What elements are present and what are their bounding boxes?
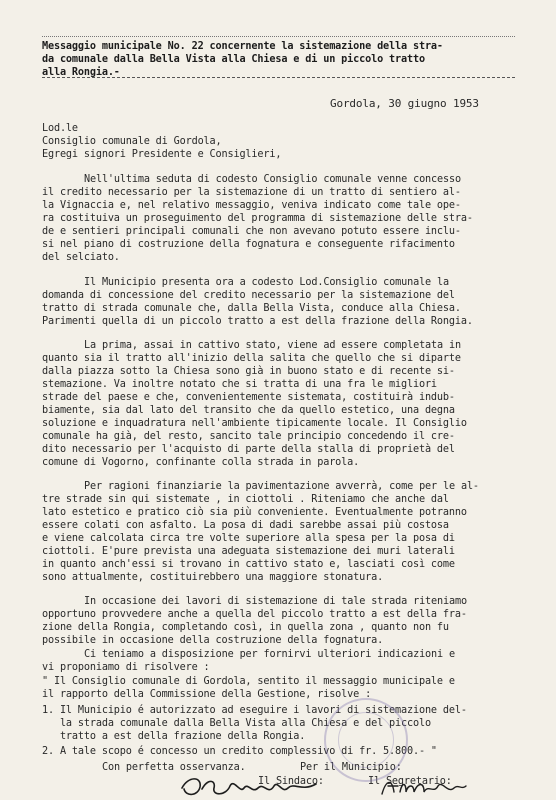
paragraph-4-line-8: sono attualmente, costituirebbero una maggiore stonatura. <box>42 572 384 583</box>
closing: Con perfetta osservanza. <box>102 762 246 773</box>
paragraph-2-line-1: Il Municipio presenta ora a codesto Lod.Consiglio comunale la <box>84 277 449 288</box>
title-line-2: da comunale dalla Bella Vista alla Chiesa e di un piccolo tratto <box>42 54 425 65</box>
mayor-signature <box>178 774 328 800</box>
secretary-label: Il Segretario: <box>368 776 452 787</box>
paragraph-5-line-4: possibile in occasione della costruzione della fognatura. <box>42 635 384 646</box>
paragraph-5-line-1: In occasione dei lavori di sistemazione di tale strada riteniamo <box>84 596 467 607</box>
paragraph-4-line-3: lato estetico e pratico ciò sia più conveniente. Eventualmente potranno <box>42 507 467 518</box>
for-municipio-label: Per il Municipio: <box>300 762 402 773</box>
paragraph-1-line-5: de e sentieri principali comunali che non avevano potuto essere inclu- <box>42 226 461 237</box>
place-date: Gordola, 30 giugno 1953 <box>330 97 479 110</box>
secretary-signature <box>378 776 468 798</box>
paragraph-3-line-9: dito necessario per l'acquisto di parte della stalla di proprietà del <box>42 444 455 455</box>
paragraph-3-line-6: biamente, sia dal lato del transito che da quello estetico, una degna <box>42 405 455 416</box>
paragraph-4-line-4: essere colati con asfalto. La posa di dadi sarebbe assai più costosa <box>42 520 449 531</box>
paragraph-2-line-2: domanda di concessione del credito necessario per la sistemazione del <box>42 290 455 301</box>
paragraph-4-line-2: tre strade sin qui sistemate , in ciottoli . Riteniamo che anche dal <box>42 494 449 505</box>
resolution-item-1-line-1: 1. Il Municipio é autorizzato ad eseguire i lavori di sistemazione del- <box>42 705 467 716</box>
resolution-item-1-line-2: la strada comunale dalla Bella Vista alla Chiesa e del piccolo <box>42 718 431 729</box>
salutation-2: Consiglio comunale di Gordola, <box>42 136 222 147</box>
municipal-stamp <box>324 698 408 782</box>
paragraph-4-line-7: in quanto anch'essi si trovano in cattivo stato e, lasciati così come <box>42 559 455 570</box>
title-line-1: Messaggio municipale No. 22 concernente la sistemazione della stra- <box>42 41 443 52</box>
paragraph-1-line-7: del selciato. <box>42 252 120 263</box>
paragraph-4-line-1: Per ragioni finanziarie la pavimentazione avverrà, come per le al- <box>84 481 479 492</box>
paragraph-5-line-2: opportuno provvedere anche a quella del piccolo tratto a est della fra- <box>42 609 467 620</box>
paragraph-3-line-2: quanto sia il tratto all'inizio della salita che quello che si diparte <box>42 353 461 364</box>
paragraph-3-line-8: comunale ha già, del resto, sancito tale principio concedendo il cre- <box>42 431 455 442</box>
title-line-3: alla Rongia.- <box>42 67 120 78</box>
resolution-line-1: " Il Consiglio comunale di Gordola, sentito il messaggio municipale e <box>42 676 455 687</box>
paragraph-3-line-3: dalla piazza sotto la Chiesa sono già in buono stato e di recente si- <box>42 366 455 377</box>
paragraph-3-line-4: stemazione. Va inoltre notato che si tratta di una fra le migliori <box>42 379 437 390</box>
paragraph-3-line-7: soluzione e inquadratura nell'ambiente tipicamente locale. Il Consiglio <box>42 418 467 429</box>
paragraph-3-line-10: comune di Vogorno, confinante colla strada in parola. <box>42 457 360 468</box>
paragraph-3-line-5: strade del paese e che, convenientemente sistemata, costituirà indub- <box>42 392 455 403</box>
top-rule <box>42 36 515 37</box>
paragraph-2-line-4: Parimenti quella di un piccolo tratto a est della frazione della Rongia. <box>42 316 473 327</box>
mayor-label: Il Sindaco: <box>258 776 324 787</box>
paragraph-1-line-3: la Vignaccia e, nel relativo messaggio, veniva indicato come tale ope- <box>42 200 461 211</box>
resolution-item-1-line-3: tratto a est della frazione della Rongia. <box>42 731 306 742</box>
paragraph-3-line-1: La prima, assai in cattivo stato, viene ad essere completata in <box>84 340 461 351</box>
title-underline <box>42 77 515 78</box>
salutation-1: Lod.le <box>42 123 78 134</box>
resolution-item-2: 2. A tale scopo é concesso un credito complessivo di fr. 5.800.- " <box>42 746 437 757</box>
salutation-3: Egregi signori Presidente e Consiglieri, <box>42 149 282 160</box>
paragraph-4-line-6: ciottoli. E'pure prevista una adeguata sistemazione dei muri laterali <box>42 546 455 557</box>
paragraph-5-line-3: zione della Rongia, completando così, in quella zona , quanto non fu <box>42 622 449 633</box>
paragraph-2-line-3: tratto di strada comunale che, dalla Bella Vista, conduce alla Chiesa. <box>42 303 461 314</box>
paragraph-4-line-5: e viene calcolata circa tre volte superiore alla spesa per la posa di <box>42 533 455 544</box>
paragraph-1-line-1: Nell'ultima seduta di codesto Consiglio comunale venne concesso <box>84 174 461 185</box>
paragraph-1-line-2: il credito necessario per la sistemazione di un tratto di sentiero al- <box>42 187 461 198</box>
paragraph-6-line-2: vi proponiamo di risolvere : <box>42 662 210 673</box>
paragraph-1-line-4: ra costituiva un proseguimento del programma di sistemazione delle stra- <box>42 213 473 224</box>
paragraph-6-line-1: Ci teniamo a disposizione per fornirvi ulteriori indicazioni e <box>84 649 455 660</box>
paragraph-1-line-6: si nel piano di costruzione della fognatura e conseguente rifacimento <box>42 239 455 250</box>
resolution-line-2: il rapporto della Commissione della Gestione, risolve : <box>42 689 372 700</box>
